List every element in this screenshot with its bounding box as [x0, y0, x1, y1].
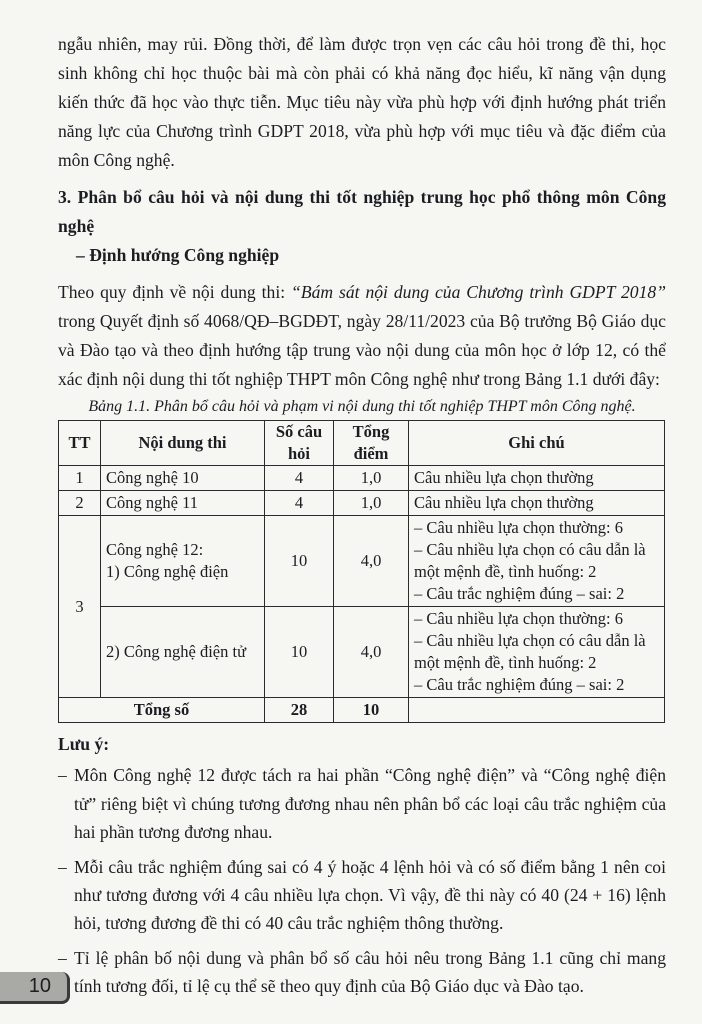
table-row [59, 466, 665, 491]
dash: – [58, 765, 67, 786]
cell-content: Công nghệ 10 [101, 466, 265, 491]
total-questions: 28 [265, 698, 334, 723]
table-caption: Bảng 1.1. Phân bổ câu hỏi và phạm vi nội dung thi tốt nghiệp THPT môn Công nghệ. [88, 398, 636, 415]
total-label: Tổng số [59, 698, 265, 723]
content-line: 1) Công nghệ điện [106, 562, 229, 581]
note-text: Mỗi câu trắc nghiệm đúng sai có 4 ý hoặc 4 lệnh hỏi và có số điểm bằng 1 nên coi như tương đương với 4 câu nhiều lựa chọn. Vì vậy, đề thi này có 40 (24 + 16) lệnh hỏi, tương đương đề thi có 40 câu trắc nghiệm thông thường. [74, 856, 666, 934]
cell-content: 2) Công nghệ điện tử [101, 607, 265, 698]
note-text: Tỉ lệ phân bố nội dung và phân bổ số câu hỏi nêu trong Bảng 1.1 cũng chỉ mang tính tương đối, tỉ lệ cụ thể sẽ theo quy định của Bộ Giáo dục và Đào tạo. [74, 947, 666, 997]
intro-paragraph: ngẫu nhiên, may rủi. Đồng thời, để làm được trọn vẹn các câu hỏi trong đề thi, học sinh không chỉ học thuộc bài mà còn phải có khả năng đọc hiểu, kĩ năng vận dụng kiến thức đã học vào thực tiễn. Mục tiêu này vừa phù hợp với định hướng phát triển năng lực của Chương trình GDPT 2018, vừa phù hợp với mục tiêu và đặc điểm của môn Công nghệ. [58, 34, 666, 170]
exam-distribution-table [58, 420, 665, 723]
header-points: Tổng điểm [334, 421, 409, 466]
note-line: – Câu nhiều lựa chọn thường: 6 [414, 518, 623, 537]
section-heading [58, 183, 666, 270]
cell-tt: 2 [59, 491, 101, 516]
note-line: – Câu nhiều lựa chọn có câu dẫn là một mệnh đề, tình huống: 2 [414, 540, 646, 581]
cell-notes: Câu nhiều lựa chọn thường [409, 491, 665, 516]
note-line: – Câu trắc nghiệm đúng – sai: 2 [414, 675, 625, 694]
header-content: Nội dung thi [101, 421, 265, 466]
table-row [59, 607, 665, 698]
cell-tt: 3 [59, 516, 101, 698]
body-quote: “Bám sát nội dung của Chương trình GDPT 2018” [291, 282, 666, 302]
header-questions: Số câu hỏi [265, 421, 334, 466]
body-lead: Theo quy định về nội dung thi: [58, 282, 292, 302]
table-header-row [59, 421, 665, 466]
header-notes: Ghi chú [409, 421, 665, 466]
note-item [58, 944, 666, 1001]
cell-notes: Câu nhiều lựa chọn thường [409, 466, 665, 491]
note-line: – Câu nhiều lựa chọn có câu dẫn là một mệnh đề, tình huống: 2 [414, 631, 646, 672]
total-points: 10 [334, 698, 409, 723]
cell-points: 1,0 [334, 466, 409, 491]
section-heading-line2: – Định hướng Công nghiệp [76, 245, 280, 265]
note-item [58, 761, 666, 846]
body-rest: trong Quyết định số 4068/QĐ–BGDĐT, ngày 28/11/2023 của Bộ trưởng Bộ Giáo dục và Đào tạo và theo định hướng tập trung vào nội dung của môn học ở lớp 12, có thể xác định nội dung thi tốt nghiệp THPT môn Công nghệ như trong Bảng 1.1 dưới đây: [58, 311, 666, 389]
header-tt: TT [59, 421, 101, 466]
cell-points: 1,0 [334, 491, 409, 516]
cell-questions: 10 [265, 516, 334, 607]
table-row [59, 491, 665, 516]
page-content [58, 30, 666, 1001]
section-heading-line1: 3. Phân bổ câu hỏi và nội dung thi tốt nghiệp trung học phổ thông môn Công nghệ [58, 187, 666, 236]
dash: – [58, 947, 67, 968]
notes-title: Lưu ý: [58, 734, 110, 754]
cell-notes [409, 607, 665, 698]
cell-notes [409, 516, 665, 607]
cell-points: 4,0 [334, 516, 409, 607]
note-item [58, 853, 666, 938]
cell-content [101, 516, 265, 607]
total-notes [409, 698, 665, 723]
note-line: – Câu nhiều lựa chọn thường: 6 [414, 609, 623, 628]
note-text: Môn Công nghệ 12 được tách ra hai phần “Công nghệ điện” và “Công nghệ điện tử” riêng biệt vì chúng tương đương nhau nên phân bổ các loại câu trắc nghiệm của hai phần tương đương nhau. [74, 765, 666, 843]
content-line: Công nghệ 12: [106, 540, 204, 559]
cell-questions: 4 [265, 466, 334, 491]
table-row [59, 516, 665, 607]
table-total-row [59, 698, 665, 723]
body-paragraph [58, 278, 666, 394]
cell-questions: 10 [265, 607, 334, 698]
cell-tt: 1 [59, 466, 101, 491]
notes-section [58, 730, 666, 1001]
note-line: – Câu trắc nghiệm đúng – sai: 2 [414, 584, 625, 603]
cell-content: Công nghệ 11 [101, 491, 265, 516]
page-number-badge: 10 [0, 972, 70, 1004]
dash: – [58, 856, 67, 877]
cell-questions: 4 [265, 491, 334, 516]
cell-points: 4,0 [334, 607, 409, 698]
